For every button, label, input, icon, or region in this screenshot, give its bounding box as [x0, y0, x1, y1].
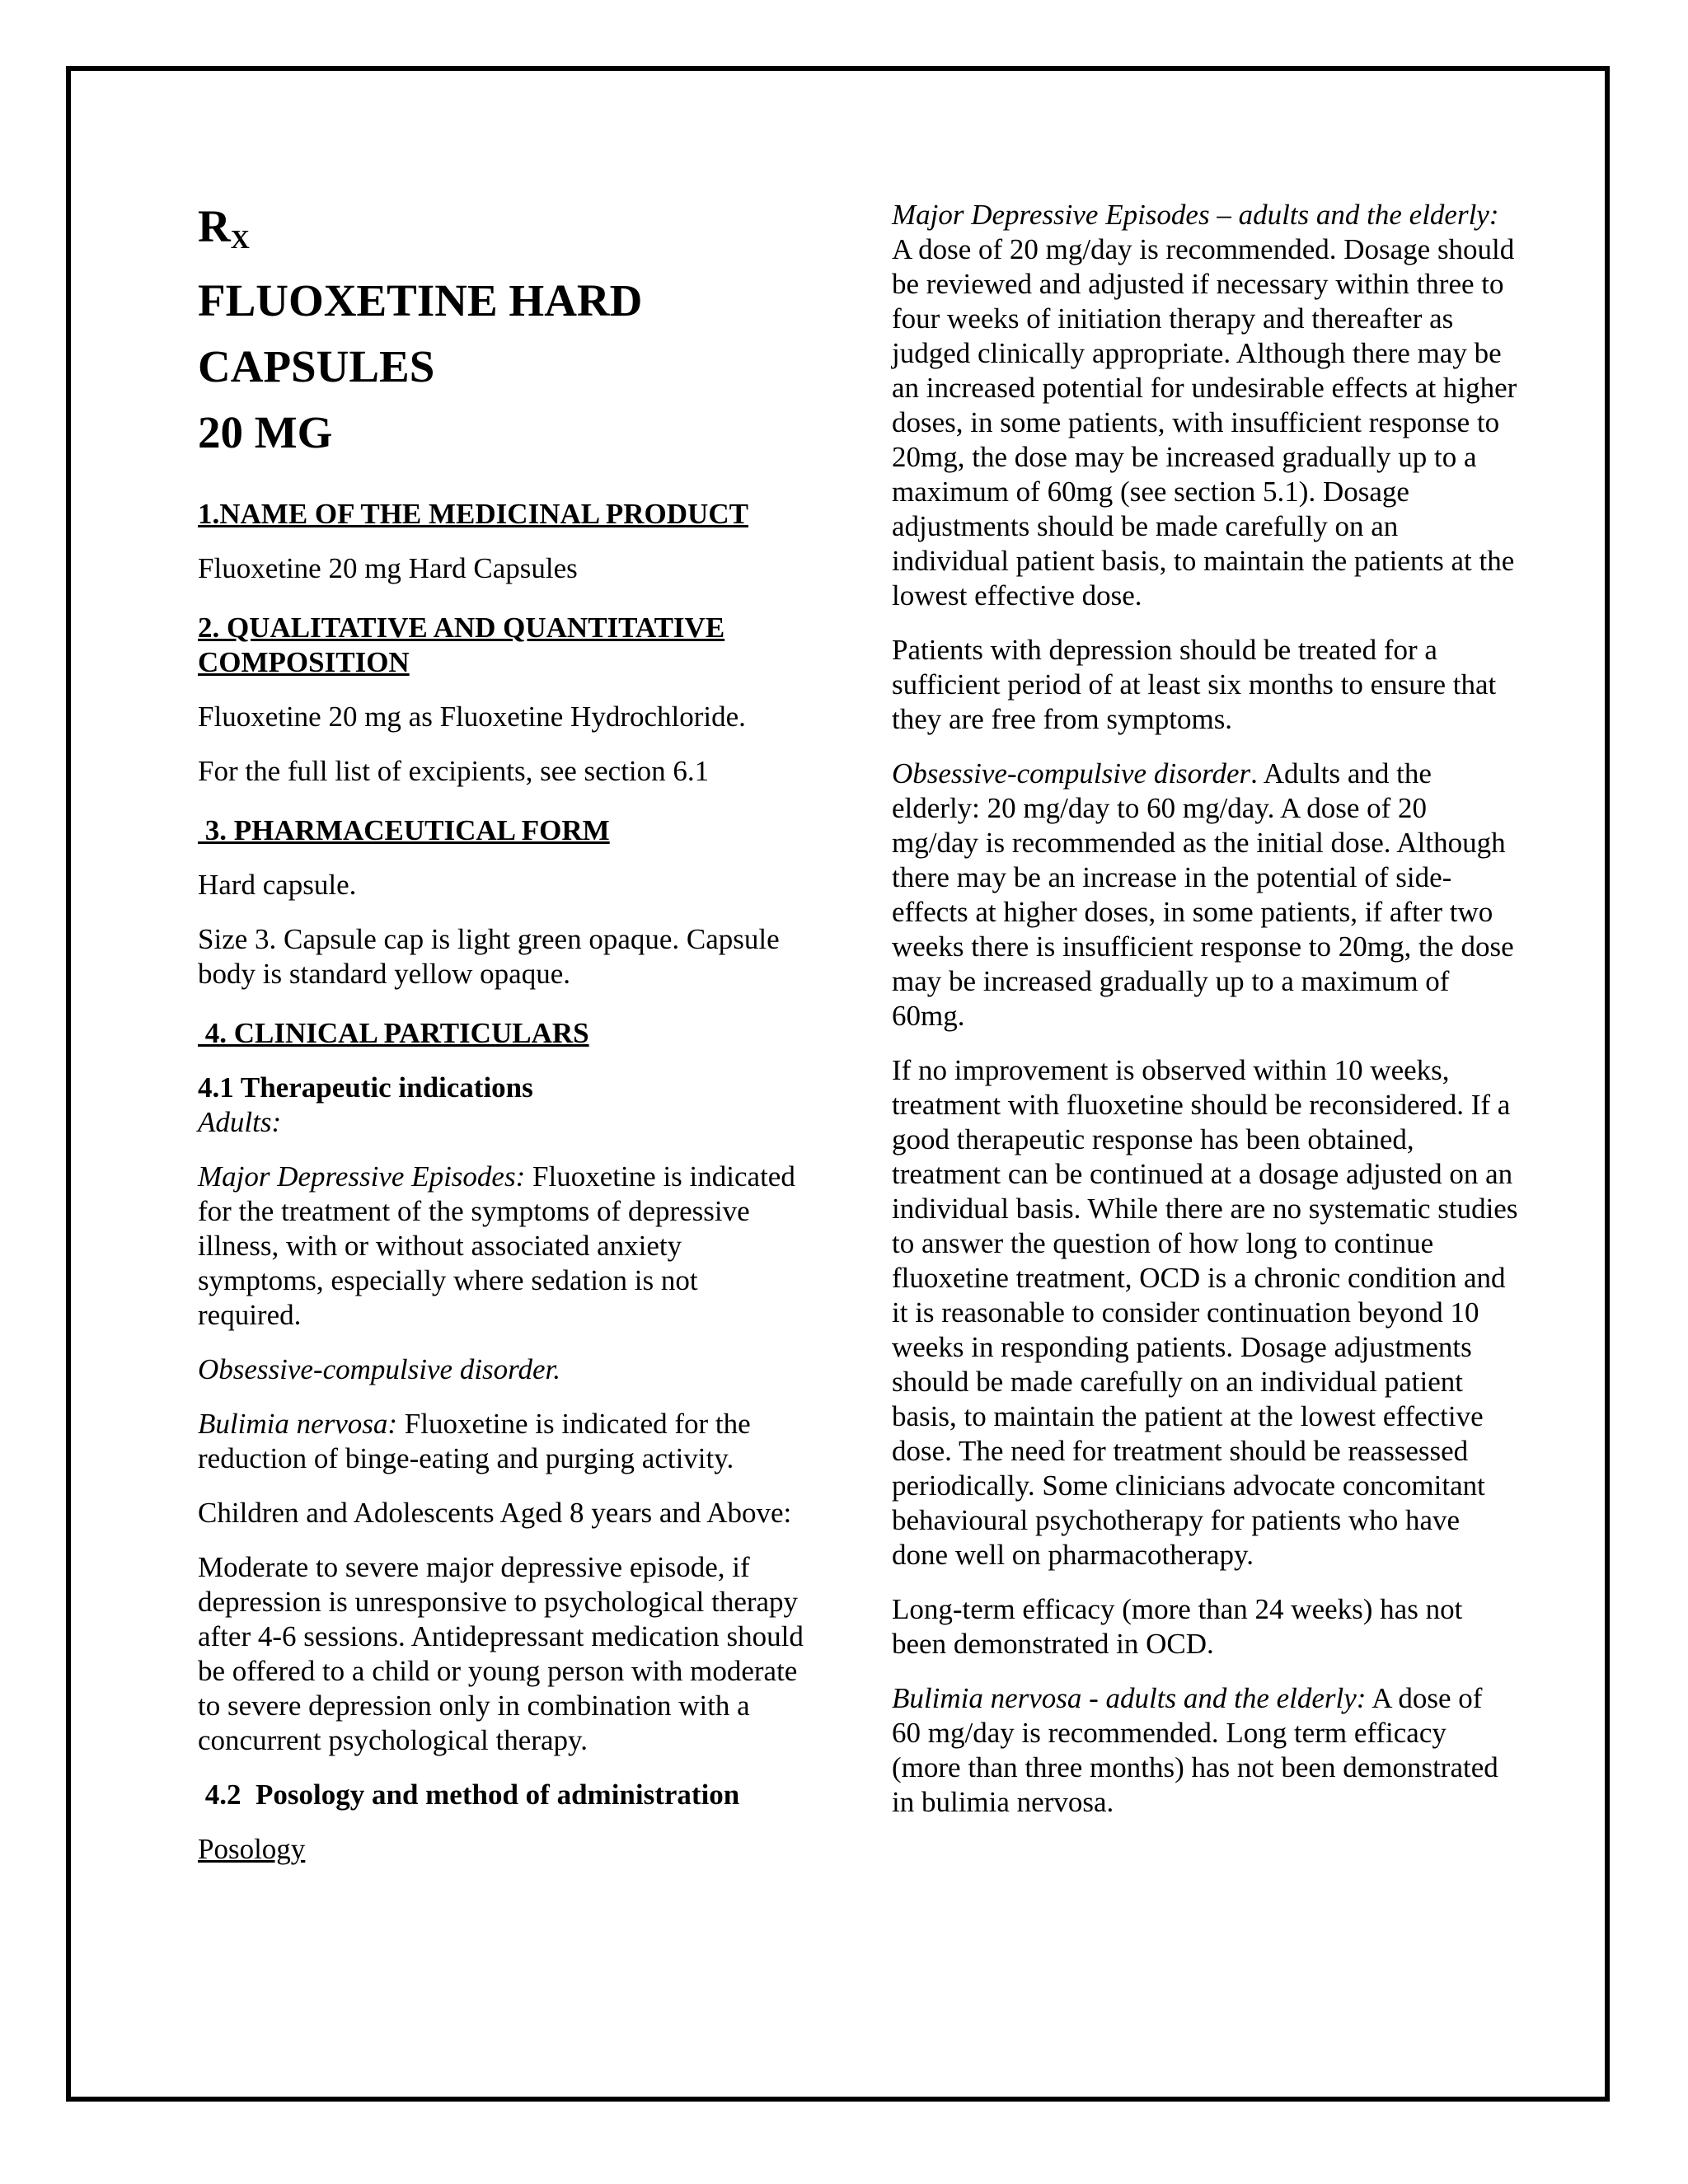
- right-column: [892, 198, 1518, 1820]
- section-4-heading: 4. CLINICAL PARTICULARS: [198, 1017, 589, 1049]
- mde-text: Fluoxetine is indicated for the treatment of the symptoms of depressive illness, with or without associated anxiety symptoms, especially where sedation is not required.: [198, 1160, 795, 1331]
- section-3-text-2: Size 3. Capsule cap is light green opaque. Capsule body is standard yellow opaque.: [198, 923, 780, 990]
- rx-subscript: X: [230, 224, 250, 254]
- children-paragraph: Children and Adolescents Aged 8 years and Above:: [198, 1497, 792, 1529]
- right-mde-label: Major Depressive Episodes – adults and the elderly:: [892, 199, 1499, 231]
- section-2-text-2: For the full list of excipients, see section 6.1: [198, 755, 710, 787]
- title-line-1: FLUOXETINE HARD: [198, 275, 643, 326]
- mde-paragraph: [198, 1160, 808, 1333]
- section-1-heading: 1.NAME OF THE MEDICINAL PRODUCT: [198, 498, 748, 530]
- posology-label: Posology: [198, 1833, 306, 1865]
- ocd-paragraph: [198, 1352, 808, 1387]
- rx-letter: R: [198, 201, 231, 251]
- depression-period-paragraph: Patients with depression should be treated for a sufficient period of at least six months to ensure that they are free from symptoms.: [892, 634, 1497, 735]
- section-1-text: Fluoxetine 20 mg Hard Capsules: [198, 552, 578, 584]
- long-term-paragraph: Long-term efficacy (more than 24 weeks) has not been demonstrated in OCD.: [892, 1593, 1463, 1660]
- right-bulimia-paragraph: [892, 1681, 1518, 1820]
- adults-label: [198, 1105, 808, 1140]
- section-4-2-heading: 4.2 Posology and method of administration: [198, 1779, 740, 1811]
- adults-italic: Adults:: [198, 1106, 282, 1138]
- mde-label: Major Depressive Episodes:: [198, 1160, 526, 1193]
- bulimia-text: Fluoxetine is indicated for the reduction of binge-eating and purging activity.: [198, 1408, 751, 1474]
- right-bulimia-label: Bulimia nervosa - adults and the elderly:: [892, 1682, 1367, 1714]
- section-3-text-1: Hard capsule.: [198, 869, 357, 901]
- no-improvement-paragraph: If no improvement is observed within 10 weeks, treatment with fluoxetine should be reconsidered. If a good therapeutic response has been obtained, treatment can be continued at a dosage adjusted on an individual basis. While there are no systematic studies to answer the question of how long to continue fluoxetine treatment, OCD is a chronic condition and it is reasonable to consider continuation beyond 10 weeks in responding patients. Dosage adjustments should be made carefully on an individual patient basis, to maintain the patient at the lowest effective dose. The need for treatment should be reassessed periodically. Some clinicians advocate concomitant behavioural psychotherapy for patients who have done well on pharmacotherapy.: [892, 1054, 1518, 1571]
- title-line-2: CAPSULES: [198, 341, 435, 391]
- right-bulimia-text: A dose of 60 mg/day is recommended. Long term efficacy (more than three months) has not been demonstrated in bulimia nervosa.: [892, 1682, 1498, 1818]
- ocd-label: Obsessive-compulsive disorder.: [198, 1353, 561, 1385]
- section-2-text-1: Fluoxetine 20 mg as Fluoxetine Hydrochloride.: [198, 701, 746, 733]
- left-column: [198, 198, 808, 1867]
- section-2-heading: 2. QUALITATIVE AND QUANTITATIVE COMPOSITION: [198, 612, 725, 678]
- right-ocd-paragraph: [892, 757, 1518, 1033]
- right-mde-text: A dose of 20 mg/day is recommended. Dosage should be reviewed and adjusted if necessary within three to four weeks of initiation therapy and thereafter as judged clinically appropriate. Although there may be an increased potential for undesirable effects at higher doses, in some patients, with insufficient response to 20mg, the dose may be increased gradually up to a maximum of 60mg (see section 5.1). Dosage adjustments should be made carefully on an individual patient basis, to maintain the patients at the lowest effective dose.: [892, 233, 1517, 612]
- right-mde-paragraph: [892, 198, 1518, 613]
- bulimia-paragraph: [198, 1407, 808, 1476]
- right-ocd-text: . Adults and the elderly: 20 mg/day to 60 mg/day. A dose of 20 mg/day is recommended as the initial dose. Although there may be an increase in the potential of side-effects at higher doses, in some patients, if after two weeks there is insufficient response to 20mg, the dose may be increased gradually up to a maximum of 60mg.: [892, 757, 1514, 1032]
- title-line-3: 20 MG: [198, 407, 333, 457]
- rx-symbol: [198, 198, 808, 268]
- bulimia-label: Bulimia nervosa:: [198, 1408, 398, 1440]
- section-3-heading: 3. PHARMACEUTICAL FORM: [198, 814, 610, 846]
- section-4-1-heading: 4.1 Therapeutic indications: [198, 1071, 533, 1104]
- moderate-paragraph: Moderate to severe major depressive episode, if depression is unresponsive to psychological therapy after 4-6 sessions. Antidepressant medication should be offered to a child or young person with moderate to severe depression only in combination with a concurrent psychological therapy.: [198, 1551, 804, 1756]
- right-ocd-label: Obsessive-compulsive disorder: [892, 757, 1251, 790]
